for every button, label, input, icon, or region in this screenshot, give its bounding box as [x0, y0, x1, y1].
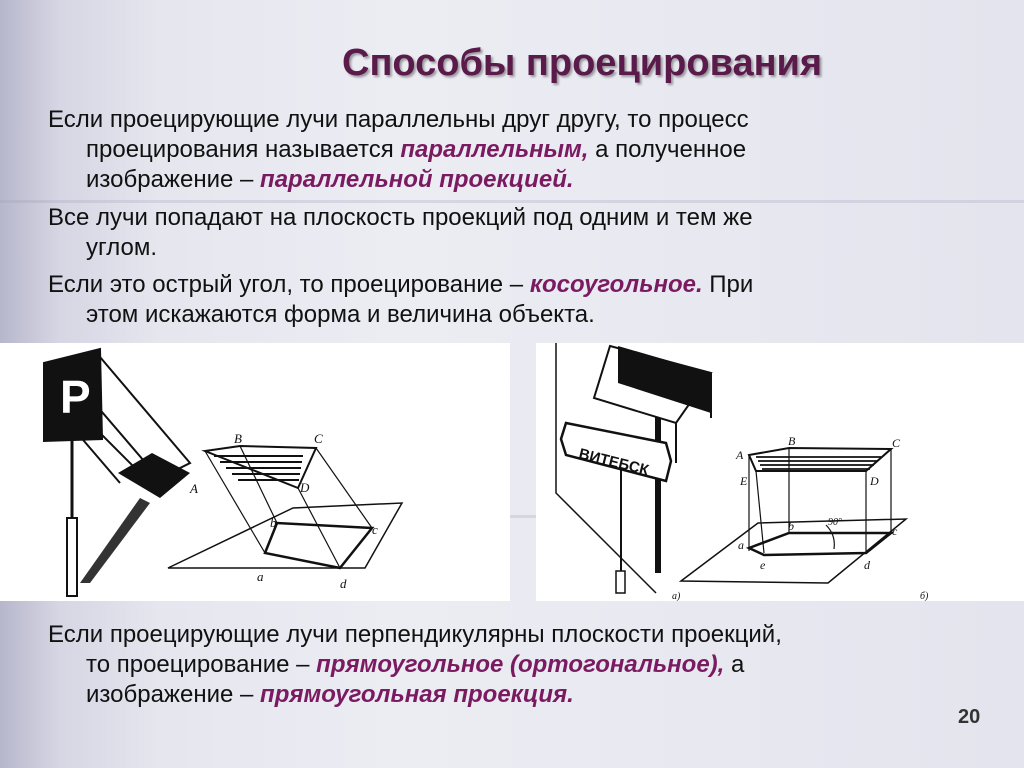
- para2-line2: углом.: [86, 234, 158, 261]
- para4-line2-tail: а: [724, 651, 745, 678]
- subfig-b-label: б): [920, 591, 929, 601]
- slide-title: Способы проецирования: [342, 42, 823, 84]
- vitebsk-sign-text: ВИТЕБСК: [577, 445, 651, 480]
- parking-sign-letter: P: [60, 371, 91, 423]
- para3-line1-tail: При: [702, 271, 754, 298]
- label-angle-right: 90°: [828, 517, 842, 528]
- label-A-right: A: [736, 448, 744, 462]
- term-orthogonal-projection: прямоугольная проекция.: [260, 681, 574, 708]
- label-c-right: c: [892, 524, 898, 538]
- paragraph-parallel-projection: [48, 105, 1008, 195]
- label-b: b: [270, 515, 277, 530]
- label-c: c: [372, 522, 378, 537]
- label-B-right: B: [788, 434, 796, 448]
- label-d-right: d: [864, 558, 870, 572]
- para1-line2-tail: а полученное: [588, 136, 747, 163]
- figure-orthogonal-projection: [536, 343, 1024, 601]
- label-e-right: e: [760, 558, 766, 572]
- para4-line2-text: то проецирование –: [86, 651, 317, 678]
- label-d: d: [340, 576, 347, 591]
- para3-line2: этом искажаются форма и величина объекта.: [86, 301, 595, 328]
- page-number: 20: [958, 706, 981, 728]
- para4-line1: Если проецирующие лучи перпендикулярны плоскости проекций,: [48, 621, 782, 648]
- term-parallel: параллельным,: [400, 136, 589, 163]
- para2-line1: Все лучи попадают на плоскость проекций под одним и тем же: [48, 204, 753, 231]
- term-parallel-projection: параллельной проекцией.: [260, 166, 574, 193]
- paragraph-same-angle: [48, 203, 1008, 263]
- paragraph-orthogonal: [48, 620, 1008, 710]
- para4-line3-text: изображение –: [86, 681, 261, 708]
- label-A: A: [190, 481, 198, 496]
- para3-line1-text: Если это острый угол, то проецирование –: [48, 271, 530, 298]
- label-D: D: [300, 480, 310, 495]
- figure-oblique-projection: [0, 343, 510, 601]
- label-D-right: D: [870, 474, 879, 488]
- paragraph-oblique: [48, 270, 1008, 330]
- label-C-right: C: [892, 436, 901, 450]
- label-b-right: b: [788, 519, 794, 533]
- para1-line3-text: изображение –: [86, 166, 261, 193]
- label-E-right: E: [740, 474, 748, 488]
- para1-line2-text: проецирования называется: [86, 136, 401, 163]
- term-oblique: косоугольное.: [529, 271, 703, 298]
- label-C: C: [314, 431, 323, 446]
- label-a-right: a: [738, 538, 744, 552]
- subfig-a-label: а): [672, 591, 681, 601]
- term-orthogonal: прямоугольное (ортогональное),: [316, 651, 725, 678]
- para1-line1: Если проецирующие лучи параллельны друг другу, то процесс: [48, 106, 749, 133]
- label-B: B: [234, 431, 242, 446]
- label-a: a: [257, 569, 264, 584]
